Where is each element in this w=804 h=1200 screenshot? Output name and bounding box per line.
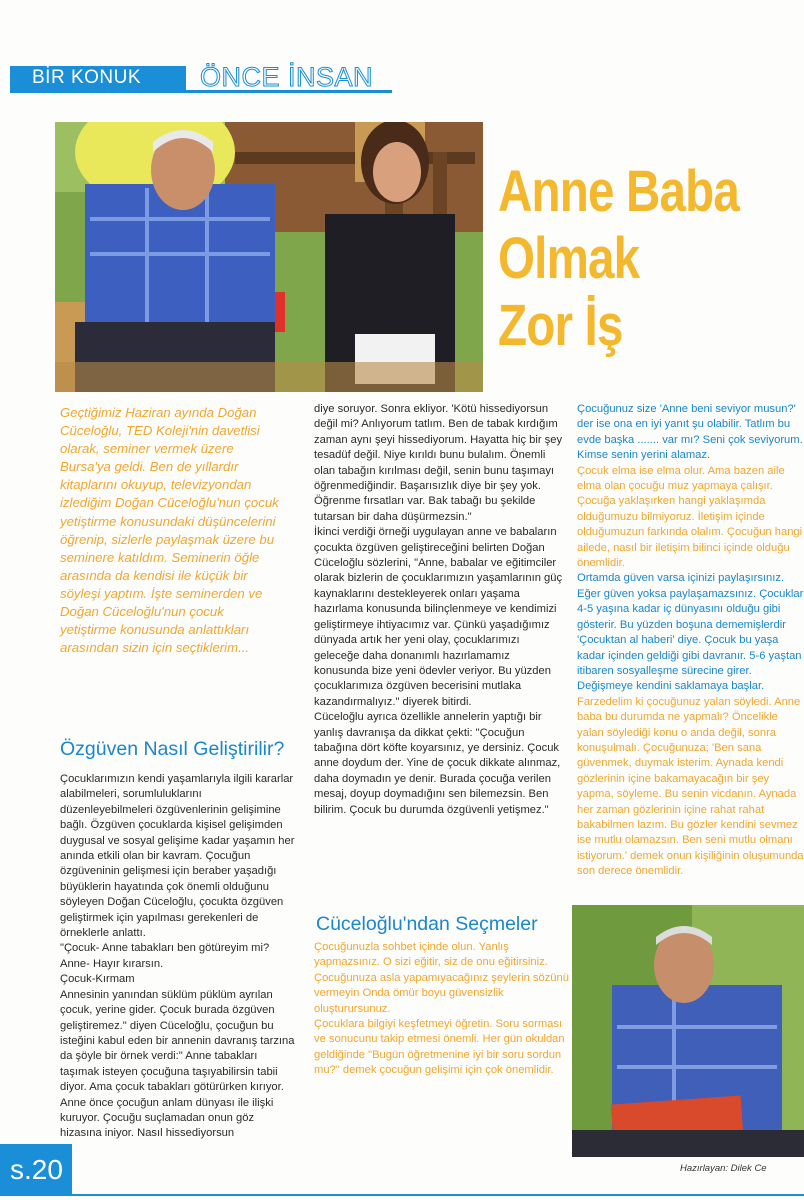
article-title [498, 158, 744, 359]
col1-paragraph: Çocuklarımızın kendi yaşamlarıyla ilgili kararlar alabilmeleri, sorumluluklarını düzenleyebilmeleri özgüvenlerinin gelişimine bağlı. Özgüven çocuklarda kişisel gelişimden duygusal ve sosyal gelişime kadar yaşamın her anında etkili olan bir kavram. Çocuğun özgüveninin gelişmesi için beraber yaşadığı büyüklerin hayatında çok önemli olduğunu söyleyen Doğan Cüceloğlu, çocukta özgüven geliştirmek için yapılması gerekenleri de örneklerle anlattı. [60, 773, 295, 940]
photo-caption: Hazırlayan: Dilek Ce [680, 1163, 767, 1174]
quotes-list [314, 940, 569, 1079]
title-line-3: Zor İş [498, 293, 623, 358]
footer-rule [72, 1194, 804, 1196]
section-heading-ozguven: Özgüven Nasıl Geliştirilir? [60, 738, 285, 760]
column-2-body [314, 402, 564, 818]
column-3-body [577, 402, 804, 880]
interview-photo [55, 122, 483, 392]
col2-paragraph: diye soruyor. Sonra ekliyor. 'Kötü hissediyorsun değil mi? Anlıyorum tatlım. Ben de tabak kırdığım zaman aynı şeyi hissediyorum. Hayatta hiç bir şey tesadüf değil. Niye kırıldı bunu bulalım. Önemli olan tabağın kırılması değil, senin bunu taşımayı öğrenmediğindir. Başarısızlık diye bir şey yok. Öğrenme fırsatları var. Bak tabağı bu şekilde tutarsan bir daha düşürmezsin." [314, 403, 563, 523]
title-line-1: Anne Baba [498, 159, 740, 224]
page-number: s.20 [0, 1144, 72, 1196]
quote-item: Çocuğunuza asla yapamıyacağınız şeylerin sözünü vermeyin Onda ömür boyu güvensizlik oluşturursunuz. [314, 971, 569, 1015]
speaker-photo [572, 905, 804, 1157]
article-intro: Geçtiğimiz Haziran ayında Doğan Cüceloğlu, TED Koleji'nin davetlisi olarak, seminer vermek üzere Bursa'ya geldi. Ben de yıllardır kitaplarını okuyup, televizyondan izlediğim Doğan Cüceloğlu'nun çocuk yetiştirme konusundaki düşüncelerini öğrenip, sizlerle paylaşmak üzere bu seminere katıldım. Seminerin öğle arasında da kendisi ile küçük bir söyleşi yaptım. İşte seminerden ve Doğan Cüceloğlu'nun çocuk yetiştirme konusunda anlattıkları arasından sizin için seçtiklerim... [60, 405, 279, 656]
col3-paragraph-orange: Farzedelim ki çocuğunuz yalan söyledi. Anne baba bu durumda ne yapmalı? Öncelikle yalan söylediği konu o anda değil, sonra konuşulmalı. Çocuğunuza; 'Ben sana güvenmek, duymak isterim. Aynada kendi gözlerinin içine bakamayacağın bir şey yapma, söyleme. Bu senin vicdanın. Aynada her zaman gözlerinin içine rahat rahat bakabilmen lazım. Bu gözler kendini sevmez ise mutlu olamazsın. Ben seni mutlu olmanı istiyorum.' demek onun kişiliğinin oluşumunda son derece önemlidir. [577, 695, 804, 878]
col2-paragraph: Cüceloğlu ayrıca özellikle annelerin yaptığı bir yanlış davranışa da dikkat çekti: "Çocuğun tabağına dört köfte koyarsınız, ye dersiniz. Çocuk anne doydum der. Yine de çocuk dikkate alınmaz, daha doymadın ye denir. Burada çocuğa verilen mesaj, doyup doymadığını sen bilemezsin. Ben bilirim. Çocuk bu durumda özgüvenli yetişmez." [314, 711, 561, 816]
quote-item: Çocuğunuzla sohbet içinde olun. Yanlış yapmazsınız. O sizi eğitir, siz de onu eğitirsiniz. [314, 941, 548, 969]
col2-paragraph: İkinci verdiği örneği uygulayan anne ve babaların çocukta özgüven geliştireceğini belirten Doğan Cüceloğlu sözlerini, "Anne, babalar ve eğitimciler olarak bizlerin de çocuklarımızın yaşamlarının güç kaynaklarını destekleyerek onları yaşama hazırlama konusunda bilinçlenmeye ve kendimizi geliştirmeye ihtiyacımız var. Çünkü yaşadığımız dünyada artık her yeni olay, çocuklarımızı geleceğe daha donanımlı hazırlamamız konusunda bize yeni ödevler veriyor. Bu yüzden çocuklarımıza özgüven becerisini mutlaka kazandırmalıyız." diyerek bitirdi. [314, 526, 563, 708]
section-tag: BİR KONUK [10, 66, 186, 90]
column-1-body [60, 772, 295, 1142]
quote-item: Çocuklara bilgiyi keşfetmeyi öğretin. Soru sorması ve sonucunu takip etmesi önemli. Her gün okuldan geldiğinde "Bugün öğretmenine iyi bir soru sordun mu?" demek çocuğun gelişimi için çok önemlidir. [314, 1018, 565, 1077]
section-subtitle: ÖNCE İNSAN [200, 62, 374, 92]
col1-dialogue-line: Anne- Hayır kırarsın. [60, 957, 164, 970]
title-line-2: Olmak [498, 226, 640, 291]
col3-paragraph-orange: Çocuk elma ise elma olur. Ama bazen aile elma olan çocuğu muz yapmaya çalışır. Çocuğa yaklaşırken hangi yaklaşımda olduğumuzu bilmiyoruz. İletişim içinde olduğumuzun farkında olalım. Çocuğun hangi ailede, nasıl bir iletişim bilinci içinde olduğu önemlidir. [577, 464, 803, 570]
interview-photo-illustration [55, 122, 483, 392]
col1-dialogue-line: "Çocuk- Anne tabakları ben götüreyim mi? [60, 942, 270, 955]
col1-dialogue-line: Çocuk-Kırmam [60, 973, 135, 986]
speaker-photo-illustration [572, 905, 804, 1157]
col3-paragraph-blue: Çocuğunuz size 'Anne beni seviyor musun?' der ise ona en iyi yanıt şu olabilir. Tatlım bu evde başka ....... var mı? Seni çok seviyorum. Kimse senin yerini alamaz. [577, 403, 803, 462]
section-heading-secmeler: Cüceloğlu'ndan Seçmeler [316, 913, 538, 935]
col1-paragraph: Annesinin yanından süklüm püklüm ayrılan çocuk, yerine gider. Çocuk burada özgüven geliştiremez." diyen Cüceloğlu, çocuğun bu isteğini kabul eden bir annenin davranış tarzına da şöyle bir örnek verdi:" Anne tabakları taşımak isteyen çocuğuna taşıyabilirsin tabii diyor. Ama çocuk tabakları götürürken kırıyor. Anne önce çocuğun anlam dünyası ile ilişki kuruyor. Çocuğu suçlamadan onun göz hizasına iniyor. Nasıl hissediyorsun [60, 988, 295, 1140]
col3-paragraph-blue: Ortamda güven varsa içinizi paylaşırsınız. Eğer güven yoksa paylaşamazsınız. Çocuklar 4-5 yaşına kadar iç dünyasını olduğu gibi gösterir. Bu yüzden boşuna dememişlerdir 'Çocuktan al haberi' diye. Çocuk bu yaşa kadar içinden geldiği gibi davranır. 5-6 yaştan itibaren sosyalleşme sürecine girer. Değişmeye kendini saklamaya başlar. [577, 572, 804, 693]
